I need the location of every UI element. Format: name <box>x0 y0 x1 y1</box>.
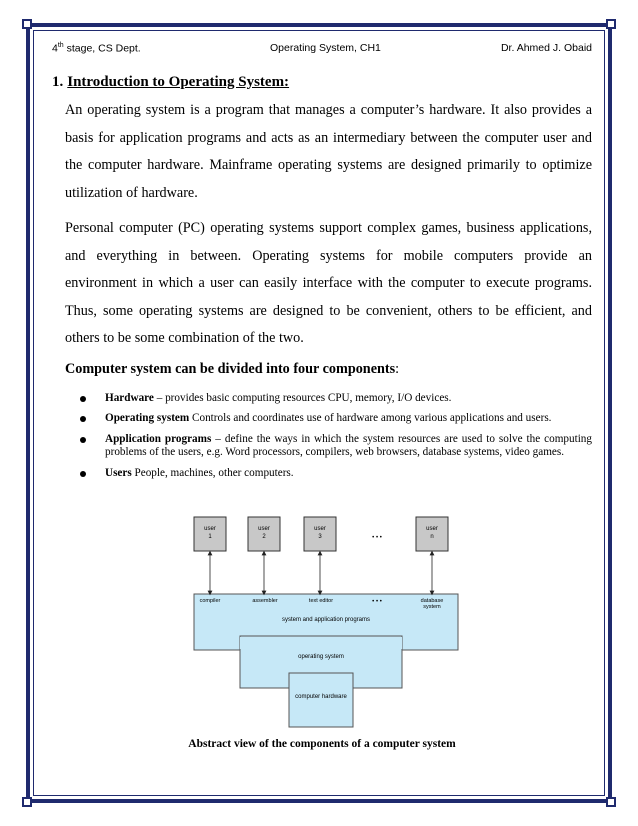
figure-caption: Abstract view of the components of a computer system <box>188 738 456 750</box>
app-label: database <box>420 598 444 604</box>
list-item <box>92 412 592 426</box>
bullet-icon <box>80 396 86 402</box>
app-label: system <box>423 604 441 610</box>
app-label: assembler <box>252 598 278 604</box>
list-item-text: People, machines, other computers. <box>131 466 294 479</box>
list-item-term: Application programs <box>105 432 212 445</box>
border-corner-ornament <box>22 19 32 29</box>
list-item-text: – provides basic computing resources CPU, memory, I/O devices. <box>153 391 452 404</box>
user-number: n <box>430 534 434 540</box>
main-content <box>52 66 592 487</box>
bullet-icon <box>80 437 86 443</box>
app-label: compiler <box>199 598 221 604</box>
user-label: user <box>204 526 216 532</box>
user-box <box>194 517 226 551</box>
border-corner-ornament <box>22 797 32 807</box>
list-item <box>92 392 592 406</box>
header-center: Operating System, CH1 <box>270 42 381 54</box>
app-label: text editor <box>308 598 334 604</box>
users-ellipsis: • • • <box>372 535 382 541</box>
user-number: 3 <box>318 534 322 540</box>
list-item <box>92 433 592 460</box>
header-left-text: stage, CS Dept. <box>63 42 141 55</box>
list-item <box>92 467 592 481</box>
apps-layer-label: system and application programs <box>281 617 371 623</box>
section-title: Introduction to Operating System: <box>67 74 290 90</box>
paragraph: Personal computer (PC) operating systems support complex games, business applications, and everything in between. Operating systems for mobile computers provide an environment in which a user can easily interface with the computer to execute programs. Thus, some operating systems are designed to be convenient, others to be efficient, and others to be some combination of the two. <box>65 220 592 346</box>
os-layer-label: operating system <box>298 654 344 660</box>
paragraph: An operating system is a program that manages a computer’s hardware. It also provides a basis for application programs and acts as an intermediary between the computer user and the computer hardware. Mainframe operating systems are designed primarily to optimize utilization of hardware. <box>65 102 592 201</box>
list-item-term: Operating system <box>105 412 190 424</box>
layer-join <box>240 637 402 649</box>
components-list <box>52 392 592 481</box>
user-box <box>416 517 448 551</box>
user-box <box>248 517 280 551</box>
header-left-num: 4 <box>52 42 58 55</box>
bullet-icon <box>80 471 86 477</box>
page-header <box>52 42 592 60</box>
header-left <box>52 42 141 55</box>
user-box <box>304 517 336 551</box>
border-corner-ornament <box>606 19 616 29</box>
user-label: user <box>258 526 270 532</box>
user-label: user <box>426 526 438 532</box>
apps-ellipsis: • • • <box>372 599 382 605</box>
list-item-term: Users <box>105 466 132 479</box>
user-number: 1 <box>208 534 212 540</box>
components-heading-colon: : <box>395 360 400 377</box>
components-heading-text: Computer system can be divided into four components <box>65 360 396 377</box>
bullet-icon <box>80 416 86 422</box>
layer-join <box>290 674 352 686</box>
user-number: 2 <box>262 534 266 540</box>
user-label: user <box>314 526 326 532</box>
list-item-text: – define the ways in which the system resources are used to solve the computing problems of the users, e.g. Word processors, compilers, web browsers, database systems, video games. <box>105 432 592 458</box>
list-item-term: Hardware <box>105 391 154 404</box>
list-item-text: Controls and coordinates use of hardware among various applications and users. <box>189 412 552 424</box>
section-number: 1. <box>52 74 64 90</box>
section-heading <box>52 74 592 91</box>
border-corner-ornament <box>606 797 616 807</box>
computer-system-diagram <box>192 513 460 730</box>
hardware-layer-label: computer hardware <box>295 694 347 700</box>
components-heading <box>65 361 592 378</box>
header-right: Dr. Ahmed J. Obaid <box>500 42 592 54</box>
header-left-sup: th <box>57 42 64 49</box>
